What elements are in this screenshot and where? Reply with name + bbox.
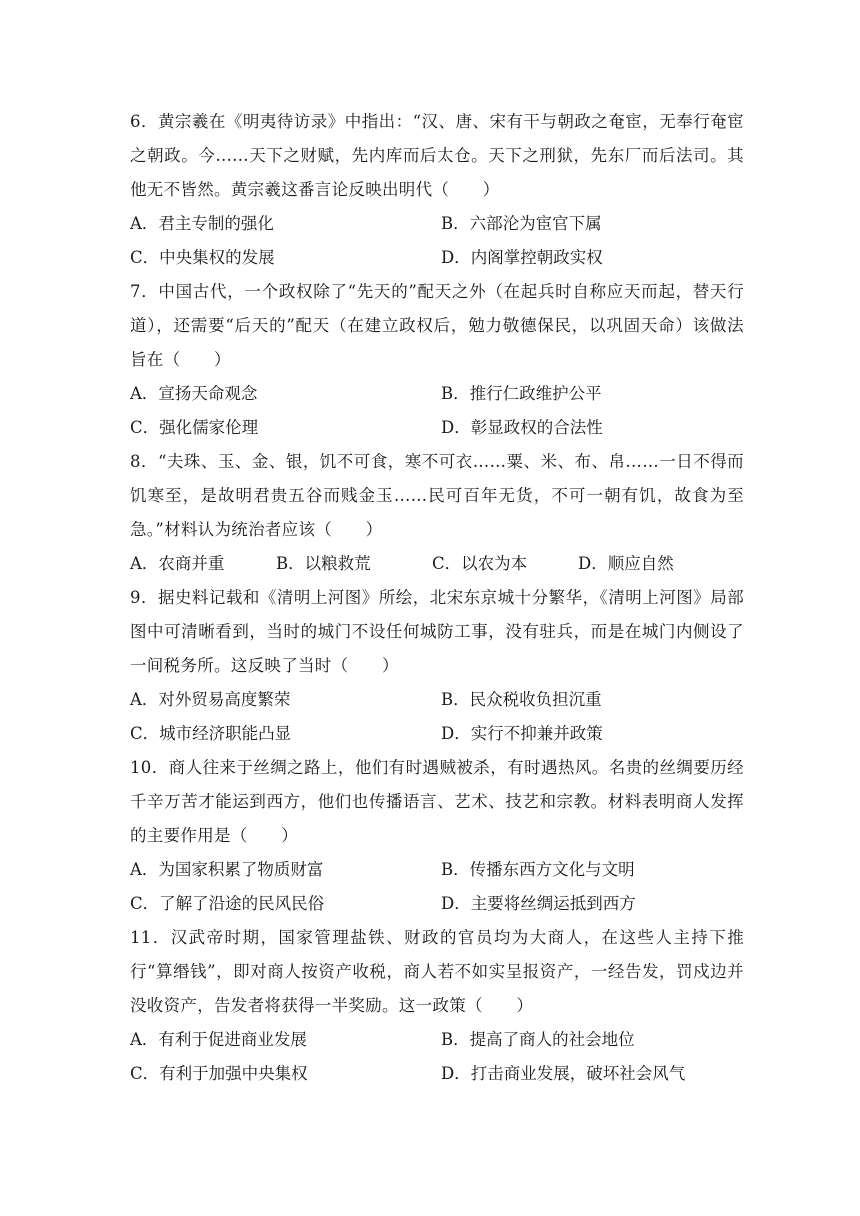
option-b[interactable]: B．六部沦为宦官下属 <box>441 214 602 233</box>
question-10 <box>130 751 744 921</box>
option-c[interactable]: C．强化儒家伦理 <box>130 418 259 437</box>
option-row <box>130 241 744 275</box>
option-c[interactable]: C．有利于加强中央集权 <box>130 1064 308 1083</box>
question-stem: 10．商人往来于丝绸之路上，他们有时遇贼被杀，有时遇热风。名贵的丝绸要历经千辛万苦才能运到西方，他们也传播语言、艺术、技艺和宗教。材料表明商人发挥的主要作用是（ ） <box>130 758 744 845</box>
option-b[interactable]: B．提高了商人的社会地位 <box>441 1030 635 1049</box>
option-row <box>130 377 744 411</box>
option-row <box>130 1057 744 1091</box>
option-a[interactable]: A．对外贸易高度繁荣 <box>130 690 291 709</box>
option-d[interactable]: D．内阁掌控朝政实权 <box>441 248 603 267</box>
option-a[interactable]: A．农商并重 <box>130 554 225 573</box>
question-7 <box>130 275 744 445</box>
option-row <box>130 683 744 717</box>
question-stem: 6．黄宗羲在《明夷待访录》中指出：“汉、唐、宋有干与朝政之奄宦，无奉行奄宦之朝政。今……天下之财赋，先内库而后太仓。天下之刑狱，先东厂而后法司。其他无不皆然。黄宗羲这番言论反映出明代（ ） <box>130 112 744 199</box>
question-6 <box>130 105 744 275</box>
option-row <box>130 207 744 241</box>
option-row <box>130 1023 744 1057</box>
option-row <box>130 547 744 581</box>
option-b[interactable]: B．以粮救荒 <box>276 554 371 573</box>
question-9 <box>130 581 744 751</box>
option-a[interactable]: A．君主专制的强化 <box>130 214 274 233</box>
option-c[interactable]: C．中央集权的发展 <box>130 248 275 267</box>
option-a[interactable]: A．有利于促进商业发展 <box>130 1030 307 1049</box>
question-stem: 7．中国古代，一个政权除了“先天的”配天之外（在起兵时自称应天而起，替天行道），还需要“后天的”配天（在建立政权后，勉力敬德保民，以巩固天命）该做法旨在（ ） <box>130 282 744 369</box>
question-11 <box>130 921 744 1091</box>
question-stem: 8．“夫珠、玉、金、银，饥不可食，寒不可衣……粟、米、布、帛……一日不得而饥寒至，是故明君贵五谷而贱金玉……民可百年无货，不可一朝有饥，故食为至急。”材料认为统治者应该（ ） <box>130 452 744 539</box>
option-row <box>130 887 744 921</box>
option-d[interactable]: D．打击商业发展，破坏社会风气 <box>441 1064 686 1083</box>
option-a[interactable]: A．宣扬天命观念 <box>130 384 258 403</box>
option-b[interactable]: B．民众税收负担沉重 <box>441 690 602 709</box>
option-d[interactable]: D．实行不抑兼并政策 <box>441 724 603 743</box>
option-a[interactable]: A．为国家积累了物质财富 <box>130 860 324 879</box>
option-d[interactable]: D．彰显政权的合法性 <box>441 418 603 437</box>
question-stem: 11．汉武帝时期，国家管理盐铁、财政的官员均为大商人，在这些人主持下推行“算缗钱”，即对商人按资产收税，商人若不如实呈报资产，一经告发，罚戍边并没收资产，告发者将获得一半奖励。这一政策（ ） <box>130 928 744 1015</box>
option-c[interactable]: C．以农为本 <box>432 554 528 573</box>
option-row <box>130 411 744 445</box>
option-b[interactable]: B．推行仁政维护公平 <box>441 384 602 403</box>
option-c[interactable]: C．城市经济职能凸显 <box>130 724 292 743</box>
option-row <box>130 853 744 887</box>
option-b[interactable]: B．传播东西方文化与文明 <box>441 860 635 879</box>
option-c[interactable]: C．了解了沿途的民风民俗 <box>130 894 325 913</box>
question-8 <box>130 445 744 581</box>
option-row <box>130 717 744 751</box>
option-d[interactable]: D．主要将丝绸运抵到西方 <box>441 894 636 913</box>
option-d[interactable]: D．顺应自然 <box>578 554 674 573</box>
question-stem: 9．据史料记载和《清明上河图》所绘，北宋东京城十分繁华，《清明上河图》局部图中可清晰看到，当时的城门不设任何城防工事，没有驻兵，而是在城门内侧设了一间税务所。这反映了当时（ ） <box>130 588 744 675</box>
